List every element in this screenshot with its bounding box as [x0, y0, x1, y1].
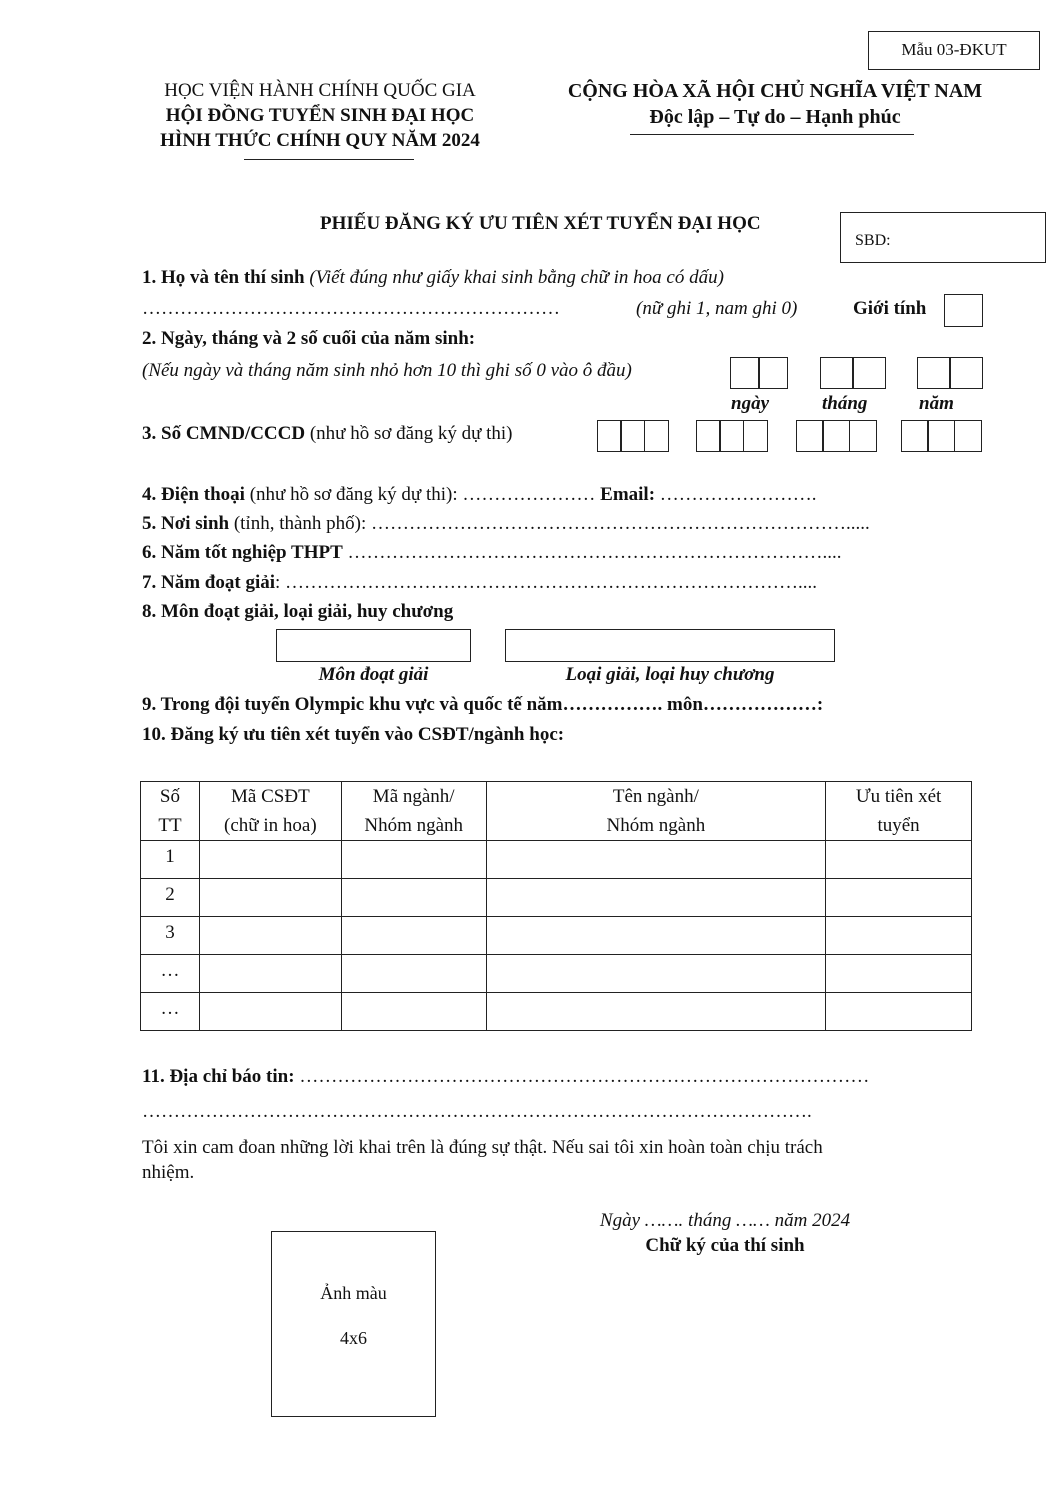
gender-label: Giới tính: [853, 298, 927, 319]
declaration-line-2: nhiệm.: [142, 1162, 195, 1183]
national-title: CỘNG HÒA XÃ HỘI CHỦ NGHĨA VIỆT NAM: [567, 80, 983, 102]
major-code-cell[interactable]: [341, 917, 486, 955]
field-6-row: [142, 542, 842, 564]
admission-type: HÌNH THỨC CHÍNH QUY NĂM 2024: [160, 130, 480, 151]
council-name: HỘI ĐỒNG TUYỂN SINH ĐẠI HỌC: [165, 105, 475, 126]
field-2-label: 2. Ngày, tháng và 2 số cuối của năm sinh:: [142, 328, 476, 349]
field-3-row: [142, 423, 513, 445]
major-code-cell[interactable]: [341, 955, 486, 993]
major-code-cell[interactable]: [341, 993, 486, 1031]
school-code-cell[interactable]: [199, 879, 341, 917]
school-code-cell[interactable]: [199, 955, 341, 993]
header-left-underline: [244, 159, 414, 160]
header-stt: Số TT: [141, 782, 200, 841]
id-number-boxes-1[interactable]: [598, 420, 669, 452]
day-caption: ngày: [731, 393, 769, 414]
form-code: Mẫu 03-ĐKUT: [901, 40, 1007, 59]
field-4-label: 4. Điện thoại: [142, 484, 245, 505]
table-row: [141, 917, 972, 955]
table-row: [141, 955, 972, 993]
table-row: [141, 841, 972, 879]
award-subject-caption: Môn đoạt giải: [318, 664, 429, 685]
award-subject-box[interactable]: [276, 629, 471, 662]
national-motto: Độc lập – Tự do – Hạnh phúc: [649, 106, 901, 128]
field-11-row: [142, 1066, 869, 1088]
field-5-label: 5. Nơi sinh: [142, 513, 230, 534]
header-major-name: Tên ngành/ Nhóm ngành: [486, 782, 826, 841]
major-code-cell[interactable]: [341, 841, 486, 879]
photo-size-label: 4x6: [340, 1328, 367, 1348]
row-number: 3: [141, 917, 200, 955]
major-name-cell[interactable]: [486, 879, 826, 917]
contact-address-field[interactable]: ………………………………………………………………………………: [299, 1066, 870, 1087]
school-code-cell[interactable]: [199, 841, 341, 879]
field-11-label: 11. Địa chỉ báo tin:: [142, 1066, 295, 1087]
signature-label: Chữ ký của thí sinh: [645, 1235, 805, 1256]
field-1-label: 1. Họ và tên thí sinh: [142, 267, 305, 288]
field-7-label: 7. Năm đoạt giải: [142, 572, 275, 593]
field-5-row: [142, 513, 870, 535]
full-name-field[interactable]: …………………………………………………………: [142, 298, 560, 319]
field-2-hint: (Nếu ngày và tháng năm sinh nhỏ hơn 10 thì ghi số 0 vào ô đầu): [142, 360, 632, 381]
field-4-row: [142, 484, 817, 506]
major-code-cell[interactable]: [341, 879, 486, 917]
field-8-label: 8. Môn đoạt giải, loại giải, huy chương: [142, 601, 454, 622]
photo-label: Ảnh màu: [320, 1283, 387, 1303]
id-number-boxes-2[interactable]: [697, 420, 768, 452]
contact-address-field-line2[interactable]: …………………………………………………………………………………………….: [142, 1101, 812, 1122]
priority-cell[interactable]: [826, 841, 972, 879]
priority-cell[interactable]: [826, 917, 972, 955]
sbd-label: SBD:: [855, 232, 891, 249]
major-name-cell[interactable]: [486, 841, 826, 879]
school-code-cell[interactable]: [199, 993, 341, 1031]
date-line: Ngày ……. tháng …… năm 2024: [599, 1210, 851, 1231]
row-number: …: [141, 993, 200, 1031]
field-1-row: [142, 267, 724, 289]
priority-cell[interactable]: [826, 955, 972, 993]
email-label: Email:: [600, 484, 656, 505]
field-9-label[interactable]: 9. Trong đội tuyển Olympic khu vực và quốc tế năm……………. môn………………:: [142, 694, 824, 715]
field-7-colon: :: [275, 572, 281, 593]
row-number: 1: [141, 841, 200, 879]
field-10-label: 10. Đăng ký ưu tiên xét tuyển vào CSĐT/ngành học:: [142, 724, 565, 745]
field-3-hint: (như hồ sơ đăng ký dự thi): [309, 423, 513, 444]
header-right-underline: [630, 134, 914, 135]
table-header-row: [141, 782, 972, 841]
row-number: …: [141, 955, 200, 993]
field-4-hint: (như hồ sơ đăng ký dự thi):: [249, 484, 458, 505]
gender-hint: (nữ ghi 1, nam ghi 0): [636, 298, 798, 319]
photo-box[interactable]: [271, 1231, 436, 1417]
major-name-cell[interactable]: [486, 955, 826, 993]
field-5-hint: (tỉnh, thành phố):: [233, 513, 367, 534]
field-7-row: [142, 572, 817, 594]
priority-cell[interactable]: [826, 993, 972, 1031]
award-type-box[interactable]: [505, 629, 835, 662]
id-number-boxes-4[interactable]: [902, 420, 982, 452]
phone-field[interactable]: …………………: [462, 484, 596, 505]
field-1-hint: (Viết đúng như giấy khai sinh bằng chữ in hoa có dấu): [309, 267, 724, 288]
id-number-boxes-3[interactable]: [797, 420, 877, 452]
field-3-label: 3. Số CMND/CCCD: [142, 423, 306, 444]
header-school-code: Mã CSĐT (chữ in hoa): [199, 782, 341, 841]
award-year-field[interactable]: ………………………………………………………………………....: [285, 572, 818, 593]
school-code-cell[interactable]: [199, 917, 341, 955]
graduation-year-field[interactable]: …………………………………………………………………....: [347, 542, 842, 563]
birthplace-field[interactable]: ………………………………………………………………….....: [371, 513, 870, 534]
award-type-caption: Loại giải, loại huy chương: [565, 664, 775, 685]
month-caption: tháng: [822, 393, 868, 414]
major-name-cell[interactable]: [486, 993, 826, 1031]
form-title: PHIẾU ĐĂNG KÝ ƯU TIÊN XÉT TUYỂN ĐẠI HỌC: [320, 213, 761, 234]
birth-day-boxes[interactable]: [731, 357, 788, 389]
field-6-label: 6. Năm tốt nghiệp THPT: [142, 542, 343, 563]
table-row: [141, 879, 972, 917]
gender-box[interactable]: [944, 294, 983, 327]
institution-name: HỌC VIỆN HÀNH CHÍNH QUỐC GIA: [164, 80, 476, 101]
email-field[interactable]: …………………….: [659, 484, 817, 505]
priority-cell[interactable]: [826, 879, 972, 917]
birth-month-boxes[interactable]: [821, 357, 886, 389]
row-number: 2: [141, 879, 200, 917]
header-major-code: Mã ngành/ Nhóm ngành: [341, 782, 486, 841]
year-caption: năm: [919, 393, 954, 414]
birth-year-boxes[interactable]: [918, 357, 983, 389]
declaration-line-1: Tôi xin cam đoan những lời khai trên là đúng sự thật. Nếu sai tôi xin hoàn toàn chịu trách: [142, 1137, 823, 1158]
major-name-cell[interactable]: [486, 917, 826, 955]
table-row: [141, 993, 972, 1031]
registration-table: [140, 781, 972, 1031]
header-priority: Ưu tiên xét tuyển: [826, 782, 972, 841]
